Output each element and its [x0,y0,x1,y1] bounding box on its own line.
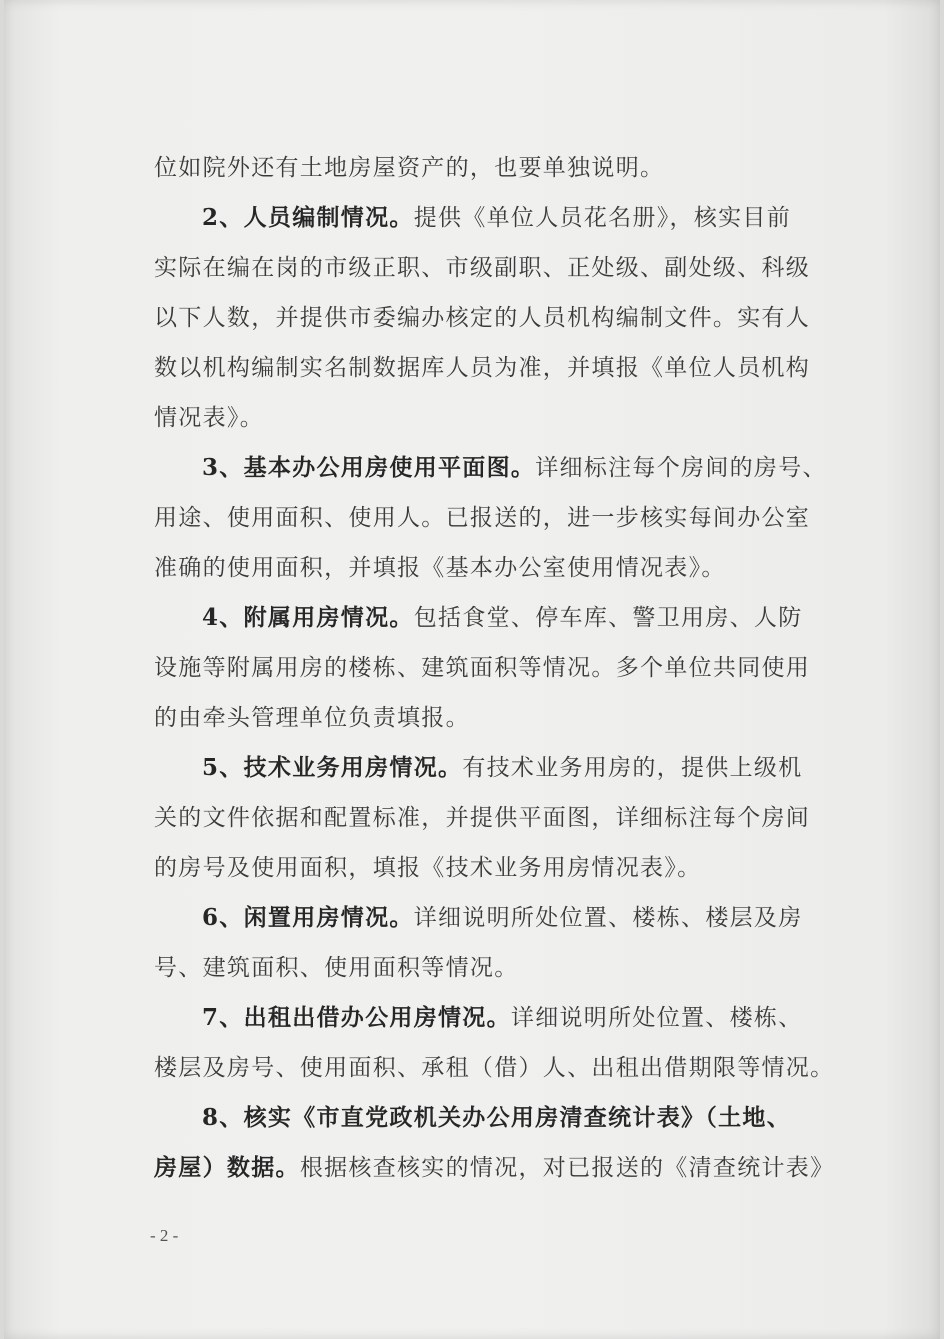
section-heading: 8、核实《市直党政机关办公用房清查统计表》（土地、 [202,1104,792,1131]
text-line: 情况表》。 [154,405,264,431]
text-line: 准确的使用面积，并填报《基本办公室使用情况表》。 [154,555,726,581]
section-6-heading-line: 6、闲置用房情况。详细说明所处位置、楼栋、楼层及房 [202,904,803,931]
section-4-heading-line: 4、附属用房情况。包括食堂、停车库、警卫用房、人防 [202,604,803,631]
text-line: 号、建筑面积、使用面积等情况。 [154,955,519,981]
document-body [154,152,835,1202]
document-page [4,0,940,1339]
section-heading: 5、技术业务用房情况。 [202,754,463,781]
text-line: 关的文件依据和配置标准，并提供平面图，详细标注每个房间 [154,805,811,831]
text-line: 用途、使用面积、使用人。已报送的，进一步核实每间办公室 [154,505,811,531]
text-line: 设施等附属用房的楼栋、建筑面积等情况。多个单位共同使用 [154,655,811,681]
text-line: 实际在编在岗的市级正职、市级副职、正处级、副处级、科级 [154,255,811,281]
text-line: 数以机构编制实名制数据库人员为准，并填报《单位人员机构 [154,355,811,381]
page-number: - 2 - [150,1226,179,1245]
text-line: 的由牵头管理单位负责填报。 [154,705,470,731]
section-2-heading-line: 2、人员编制情况。提供《单位人员花名册》，核实目前 [202,204,792,231]
text-line: 楼层及房号、使用面积、承租（借）人、出租出借期限等情况。 [154,1055,835,1081]
section-8-heading-line [154,1102,814,1134]
section-heading: 7、出租出借办公用房情况。 [202,1004,511,1031]
text-line: 的房号及使用面积，填报《技术业务用房情况表》。 [154,855,702,881]
section-7-heading-line: 7、出租出借办公用房情况。详细说明所处位置、楼栋、 [202,1004,803,1031]
section-heading: 2、人员编制情况。 [202,204,414,231]
section-heading: 3、基本办公用房使用平面图。 [202,454,536,481]
section-heading-continued: 房屋）数据。 [154,1154,300,1181]
text-line: 以下人数，并提供市委编办核定的人员机构编制文件。实有人 [154,305,811,331]
section-heading: 4、附属用房情况。 [202,604,414,631]
text-line: 位如院外还有土地房屋资产的，也要单独说明。 [154,155,665,181]
section-heading: 6、闲置用房情况。 [202,904,414,931]
section-5-heading-line: 5、技术业务用房情况。有技术业务用房的，提供上级机 [202,754,803,781]
section-3-heading-line: 3、基本办公用房使用平面图。详细标注每个房间的房号、 [202,454,827,481]
text-line: 房屋）数据。根据核查核实的情况，对已报送的《清查统计表》 [154,1154,835,1181]
